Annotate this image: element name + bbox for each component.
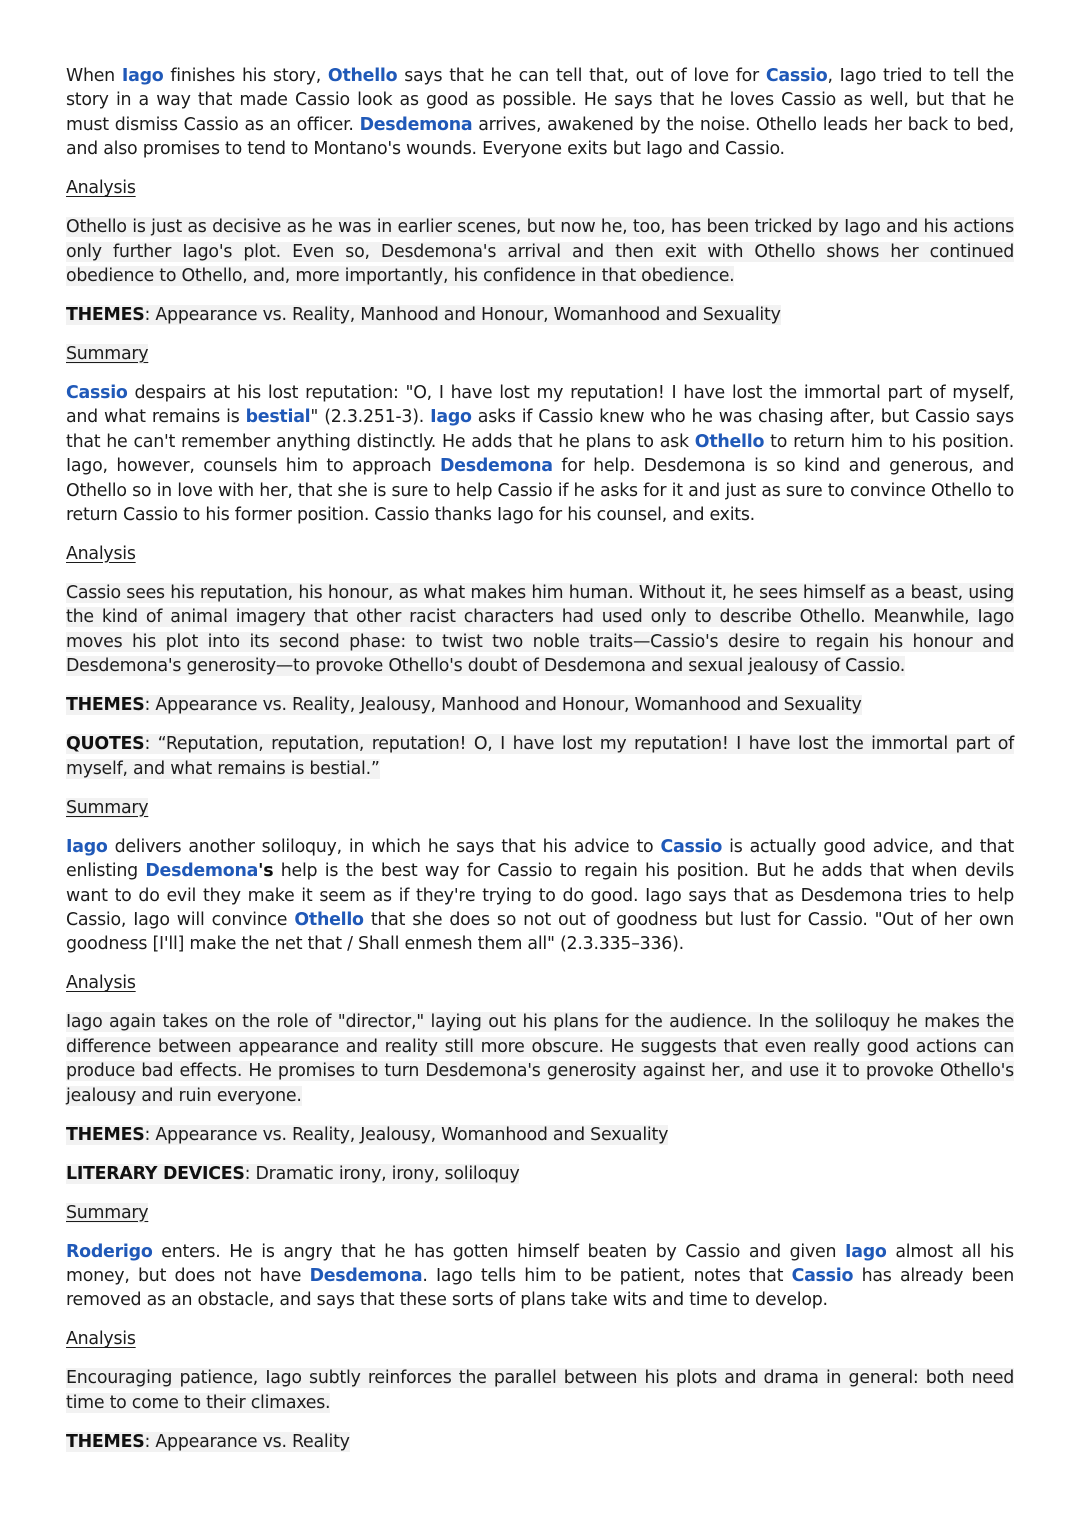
label-bold: QUOTES — [66, 734, 145, 755]
text-run: , Iago tried to tell the story in a way that made Cassio look as good as possible. He says that he loves Cassio as well, but that he must dismiss Cassio as an officer. — [66, 66, 1014, 135]
section-heading-analysis — [66, 176, 1014, 200]
paragraph — [66, 1366, 1014, 1415]
character-link[interactable]: Desdemona — [145, 861, 259, 882]
text-run: despairs at his lost reputation: "O, I have lost my reputation! I have lost the immortal part of myself, and what remains is — [66, 383, 1014, 428]
paragraph — [66, 215, 1014, 288]
paragraph-text — [66, 1432, 350, 1452]
text-run: . Iago tells him to be patient, notes that — [422, 1265, 792, 1286]
section-heading-summary — [66, 1201, 1014, 1225]
text-run: that she does so not out of goodness but lust for Cassio. "Out of her own goodness [I'll] make the net that / Shall enmesh them all" (2.3.335–336). — [66, 909, 1014, 955]
text-run: : Appearance vs. Reality, Jealousy, Manhood and Honour, Womanhood and Sexuality — [144, 695, 862, 716]
paragraph — [66, 64, 1014, 162]
text-run: enters. He is angry that he has gotten himself beaten by Cassio and given — [152, 1241, 845, 1262]
paragraph-text — [66, 1242, 1014, 1311]
text-run: " (2.3.251-3). — [310, 407, 431, 428]
label-bold: THEMES — [66, 1431, 145, 1452]
text-run: : Appearance vs. Reality, Manhood and Honour, Womanhood and Sexuality — [144, 305, 781, 326]
text-run: : Appearance vs. Reality — [144, 1431, 350, 1452]
character-link[interactable]: Iago — [121, 66, 164, 86]
paragraph-text — [66, 734, 1014, 778]
label-bold: THEMES — [66, 695, 145, 716]
heading-text: Analysis — [66, 1329, 136, 1350]
character-link[interactable]: Iago — [66, 836, 108, 857]
character-link[interactable]: Cassio — [791, 1265, 854, 1286]
paragraph — [66, 1162, 1014, 1186]
text-run: for help. Desdemona is so kind and generous, and Othello so in love with her, that she is sure to help Cassio if he asks for it and just as sure to convince Othello to return Cassio to his former position. Cassio thanks Iago for his counsel, and exits. — [66, 456, 1014, 526]
paragraph — [66, 1010, 1014, 1108]
character-link[interactable]: Iago — [430, 407, 472, 428]
text-run: Encouraging patience, Iago subtly reinforces the parallel between his plots and drama in general: both need time to come to their climaxes. — [66, 1368, 1014, 1413]
heading-text: Summary — [66, 1202, 149, 1223]
character-link[interactable]: Desdemona — [440, 456, 553, 477]
text-run: Othello is just as decisive as he was in earlier scenes, but now he, too, has been tricked by Iago and his actions only further Iago's plot. Even so, Desdemona's arrival and then exit with Othello shows her continued obedience to Othello, and, more importantly, his confidence in that obedience. — [66, 217, 1014, 287]
text-run: Cassio sees his reputation, his honour, as what makes him human. Without it, he sees himself as a beast, using the kind of animal imagery that other racist characters had used only to describe Othello. Meanwhile, Iago moves his plot into its second phase: to twist two noble traits—Cassio's desire to regain his honour and Desdemona's generosity—to provoke Othello's doubt of Desdemona and sexual jealousy of Cassio. — [66, 583, 1014, 677]
character-link[interactable]: Desdemona — [309, 1265, 423, 1286]
paragraph — [66, 1123, 1014, 1147]
section-heading-summary — [66, 342, 1014, 366]
character-link[interactable]: Othello — [694, 431, 765, 452]
paragraph-text — [66, 217, 1014, 286]
paragraph-text — [66, 695, 862, 715]
heading-text: Analysis — [66, 973, 136, 994]
character-link[interactable]: Cassio — [66, 383, 128, 404]
text-run: arrives, awakened by the noise. Othello leads her back to bed, and also promises to tend to Montano's wounds. Everyone exits but Iago and Cassio. — [66, 114, 1014, 160]
text-run: : “Reputation, reputation, reputation! O, I have lost my reputation! I have lost the immortal part of myself, and what remains is bestial.” — [66, 734, 1014, 779]
text-run: to return him to his position. Iago, however, counsels him to approach — [66, 431, 1014, 477]
character-link[interactable]: bestial — [245, 407, 311, 428]
paragraph — [66, 1240, 1014, 1313]
heading-text: Summary — [66, 344, 149, 365]
paragraph-text — [66, 383, 1014, 525]
text-run: has already been removed as an obstacle, and says that these sorts of plans take wits and time to develop. — [66, 1265, 1014, 1311]
paragraph — [66, 732, 1014, 781]
paragraph — [66, 581, 1014, 679]
paragraph — [66, 693, 1014, 717]
paragraph-text — [66, 66, 1014, 159]
paragraph-text — [66, 1012, 1014, 1105]
paragraph — [66, 1430, 1014, 1454]
text-run: : Appearance vs. Reality, Jealousy, Womanhood and Sexuality — [144, 1124, 669, 1145]
text-run: help is the best way for Cassio to regain his position. But he adds that when devils want to do evil they make it seem as if they're trying to do good. Iago says that as Desdemona tries to help Cassio, Iago will convince — [66, 861, 1015, 930]
character-link[interactable]: Cassio — [765, 66, 828, 86]
text-run: is actually good advice, and that enlisting — [66, 836, 1014, 882]
label-bold: THEMES — [66, 1124, 145, 1145]
text-run: almost all his money, but does not have — [66, 1241, 1014, 1286]
text-run: delivers another soliloquy, in which he says that his advice to — [107, 836, 661, 857]
character-link[interactable]: Cassio — [660, 836, 723, 857]
label-bold: LITERARY DEVICES — [66, 1163, 245, 1184]
character-link[interactable]: Iago — [844, 1241, 887, 1262]
paragraph-text — [66, 1164, 519, 1184]
character-link[interactable]: Othello — [294, 909, 364, 930]
section-heading-analysis — [66, 542, 1014, 566]
paragraph-text — [66, 1368, 1014, 1412]
text-run: Iago again takes on the role of "director," laying out his plans for the audience. In the soliloquy he makes the difference between appearance and reality still more obscure. He suggests that even really good actions can produce bad effects. He promises to turn Desdemona's generosity against her, and use it to provoke Othello's jealousy and ruin everyone. — [66, 1012, 1014, 1106]
paragraph-text — [66, 837, 1014, 955]
paragraph — [66, 835, 1014, 957]
paragraph — [66, 303, 1014, 327]
heading-text: Analysis — [66, 178, 136, 199]
text-run: says that he can tell that, out of love for — [397, 66, 766, 86]
heading-text: Summary — [66, 797, 149, 818]
section-heading-analysis — [66, 971, 1014, 995]
paragraph-text — [66, 305, 781, 325]
text-run: asks if Cassio knew who he was chasing after, but Cassio says that he can't remember anything distinctly. He adds that he plans to ask — [66, 407, 1014, 452]
section-heading-analysis — [66, 1327, 1014, 1351]
text-run: finishes his story, — [163, 66, 328, 86]
section-heading-summary — [66, 796, 1014, 820]
text-run: When — [66, 66, 122, 86]
heading-text: Analysis — [66, 544, 136, 565]
label-bold: 's — [258, 861, 274, 882]
character-link[interactable]: Roderigo — [66, 1241, 153, 1262]
character-link[interactable]: Othello — [327, 66, 398, 86]
paragraph — [66, 381, 1014, 527]
character-link[interactable]: Desdemona — [359, 114, 473, 135]
paragraph-text — [66, 1125, 668, 1145]
label-bold: THEMES — [66, 305, 145, 326]
text-run: : Dramatic irony, irony, soliloquy — [244, 1163, 520, 1184]
paragraph-text — [66, 583, 1014, 676]
